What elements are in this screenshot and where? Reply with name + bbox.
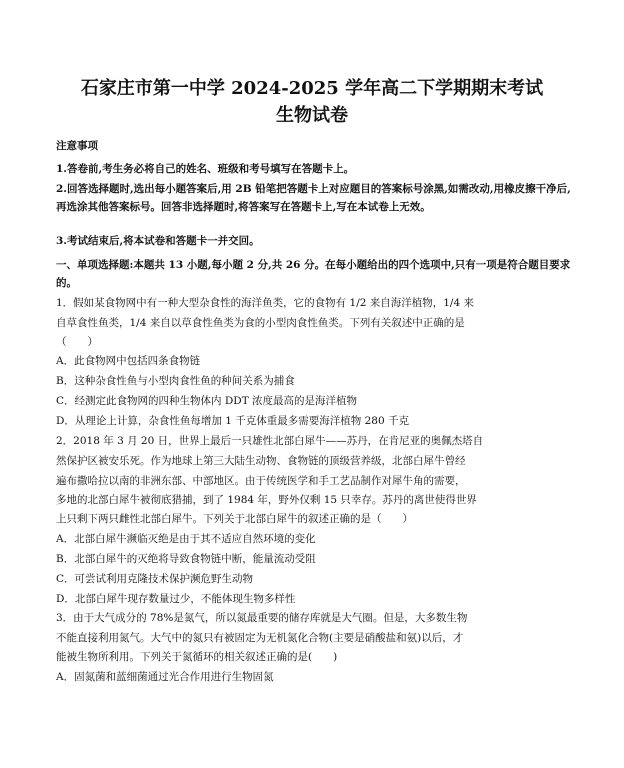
q1-stem-line-3: （ ） <box>56 336 98 348</box>
note-1: 1.答卷前,考生务必将自己的姓名、班级和考号填写在答题卡上。 <box>56 163 355 175</box>
q2-stem-line-3: 遍布撒哈拉以南的非洲东部、中部地区。由于传统医学和手工艺品制作对犀牛角的需要， <box>56 475 466 487</box>
exam-title-line2: 生物试卷 <box>276 105 348 126</box>
q2-stem-line-5: 上只剩下两只雌性北部白犀牛。下列关于北部白犀牛的叙述正确的是（ ） <box>56 513 413 525</box>
note-2: 2.回答选择题时,选出每小题答案后,用 2B 铅笔把答题卡上对应题目的答案标号涂黑,如需改动,用橡皮擦干净后,再选涂其他答案标号。回答非选择题时,将答案写在答题卡上,写在本试卷上无效。 <box>56 183 571 213</box>
exam-title-line1: 石家庄市第一中学 2024-2025 学年高二下学期期末考试 <box>80 78 544 99</box>
q2-option-d: D．北部白犀牛现存数量过少，不能体现生物多样性 <box>56 593 296 605</box>
q1-option-a: A．此食物网中包括四条食物链 <box>56 355 201 367</box>
q2-option-c: C．可尝试利用克隆技术保护濒危野生动物 <box>56 573 254 585</box>
q1-stem-line-1: 1．假如某食物网中有一种大型杂食性的海洋鱼类，它的食物有 1/2 来自海洋植物，1/4 来 <box>56 297 474 309</box>
notes-heading: 注意事项 <box>56 140 98 152</box>
q1-stem-line-2: 自草食性鱼类，1/4 来自以草食性鱼类为食的小型肉食性鱼类。下列有关叙述中正确的是 <box>56 317 465 329</box>
q2-stem-line-4: 多地的北部白犀牛被彻底猎捕，到了 1984 年，野外仅剩 15 只幸存。苏丹的离世使得世界 <box>56 494 477 506</box>
q1-option-c: C．经测定此食物网的四种生物体内 DDT 浓度最高的是海洋植物 <box>56 395 358 407</box>
q3-stem-line-1: 3．由于大气成分的 78%是氮气，所以氮最重要的储存库就是大气圈。但是，大多数生物 <box>56 612 468 624</box>
note-3: 3.考试结束后,将本试卷和答题卡一并交回。 <box>56 235 260 247</box>
q3-stem-line-2: 不能直接利用氮气。大气中的氮只有被固定为无机氮化合物(主要是硝酸盐和氨)以后，才 <box>56 632 464 644</box>
q2-stem-line-2: 然保护区被安乐死。作为地球上第三大陆生动物、食物链的顶级营养级，北部白犀牛曾经 <box>56 455 466 467</box>
section-one-heading: 一、单项选择题:本题共 13 小题,每小题 2 分,共 26 分。在每小题给出的四个选项中,只有一项是符合题目要求的。 <box>56 259 571 289</box>
q1-option-b: B．这种杂食性鱼与小型肉食性鱼的种间关系为捕食 <box>56 375 295 387</box>
q1-option-d: D．从理论上计算，杂食性鱼每增加 1 千克体重最多需要海洋植物 280 千克 <box>56 415 409 427</box>
q2-option-b: B．北部白犀牛的灭绝将导致食物链中断，能量流动受阻 <box>56 553 316 565</box>
q2-option-a: A．北部白犀牛濒临灭绝是由于其不适应自然环境的变化 <box>56 533 316 545</box>
q2-stem-line-1: 2．2018 年 3 月 20 日，世界上最后一只雄性北部白犀牛——苏丹，在肯尼亚的奥佩杰塔自 <box>56 435 484 447</box>
q3-option-a: A．固氮菌和蓝细菌通过光合作用进行生物固氮 <box>56 671 274 683</box>
q3-stem-line-3: 能被生物所利用。下列关于氮循环的相关叙述正确的是( ) <box>56 651 338 663</box>
